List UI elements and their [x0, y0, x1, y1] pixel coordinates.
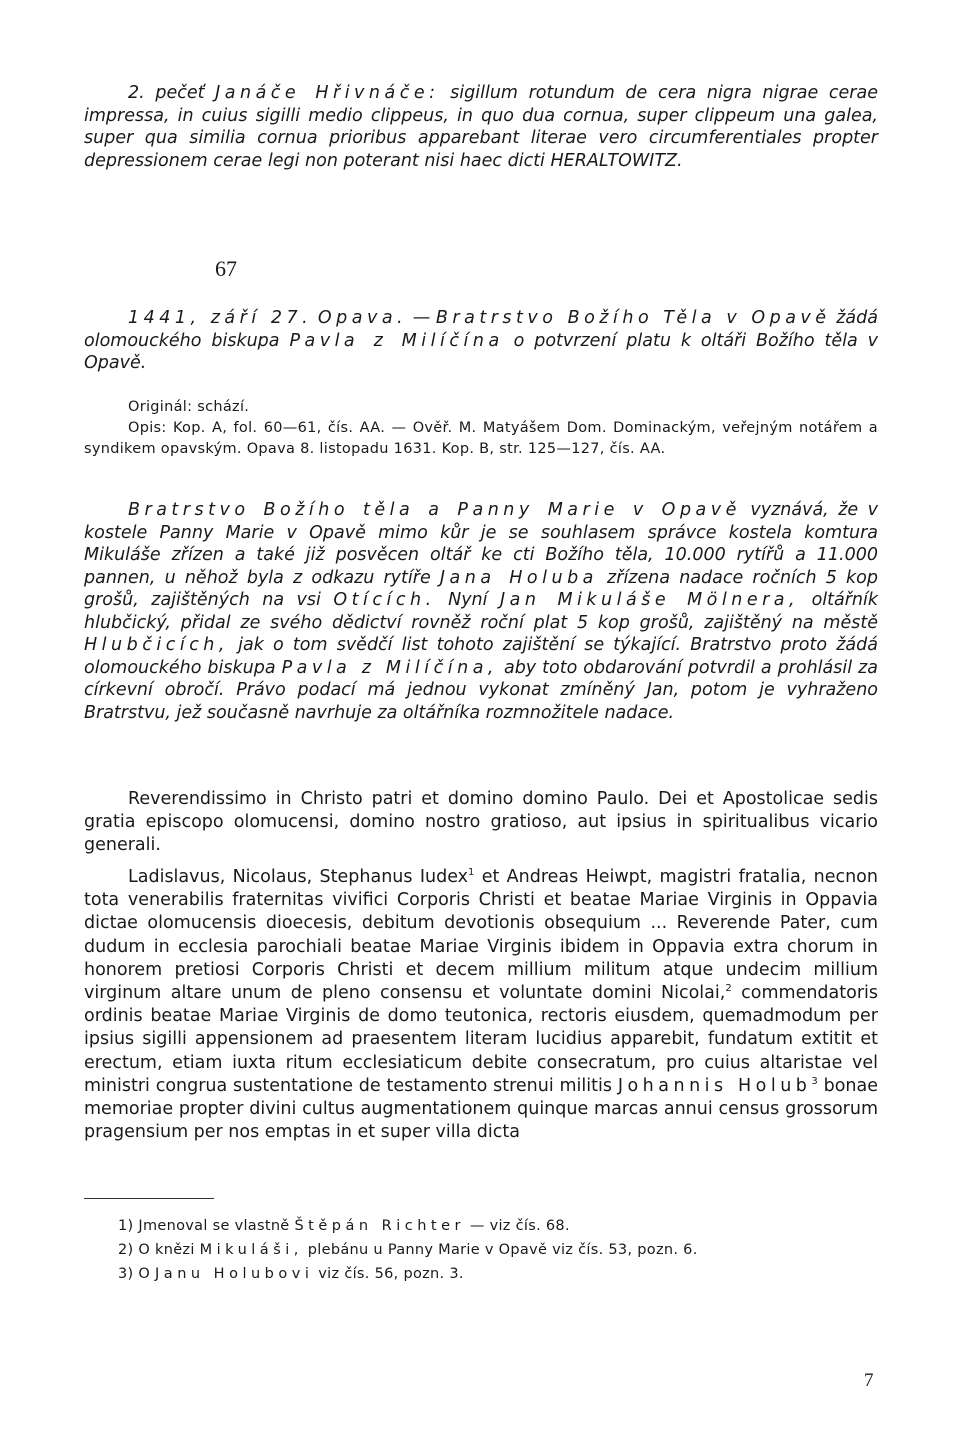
heading-dash: — — [412, 308, 431, 328]
footnote-name: Mikuláši, — [199, 1242, 303, 1258]
regest-text: oltářník hlubčický, přidal ze svého dědictví rovněž roční plat 5 kop grošů, zajištěný na městě — [84, 590, 879, 633]
regest-text: vyznává, že v kostele Panny Marie v Opavě mimo kůr je se souhlasem správce kostela komtura Mikuláše zřízen a také již posvěcen oltář ke cti Božího těla, 10.000 rytířů a 11.000 pannen, u něhož byla z odkazu rytíře — [84, 500, 878, 588]
heading-date: 1441, září 27. — [128, 308, 313, 328]
footnote-text: Jmenoval se vlastně — [138, 1218, 295, 1234]
regest-place-oticich: Otících. — [333, 590, 436, 610]
regest-name-holub: Jana Holuba — [439, 567, 598, 588]
document-number: 67 — [215, 256, 237, 281]
regest-subject: Bratrstvo Božího těla a Panny Marie v Opavě — [128, 500, 741, 520]
seal-text-2: sigillum rotundum de cera nigra nigrae cerae impressa, in cuius sigilli medio clippeus, in quo dua cornua, super clippeum una galea, super qua similia cornua prioribus apparebant literae vero circumferentiales propter depressionem cerae legi non poterant nisi haec dicti HERALTOWITZ. — [84, 83, 878, 171]
footnote-divider — [84, 1198, 214, 1199]
regest-text: aby toto obdarování potvrdil a prohlásil za církevní obročí. Právo podací má jednou vykonat zmíněný Jan, potom je vyhraženo Bratrstvu, jež současně navrhuje za oltářníka rozmnožitele nadace. — [84, 657, 878, 723]
latin-address: Reverendissimo in Christo patri et domino domino Paulo. Dei et Apostolicae sedis gratia episcopo olomucensi, domino nostro gratioso, aut ipsius in spiritualibus vicario generali. — [84, 789, 878, 856]
regest-text: jak o tom svědčí list tohoto zajištění se týkající. Bratrstvo proto žádá olomouckého biskupa — [84, 635, 878, 678]
latin-text: Ladislavus, Nicolaus, Stephanus Iudex — [128, 867, 469, 887]
regest-name-bishop: Pavla z Milíčína, — [281, 657, 498, 678]
heading-text-1: žádá olomouckého biskupa — [84, 308, 878, 351]
regest-paragraph — [84, 499, 878, 724]
page-number: 7 — [864, 1370, 874, 1391]
footnote-ref-3: 3 — [811, 1076, 818, 1087]
source-copy: Opis: Kop. A, fol. 60—61, čís. AA. — Ověř. M. Matyášem Dom. Dominackým, veřejným notářem a syndikem opavským. Opava 8. listopadu 1631. Kop. B, str. 125—127, čís. AA. — [84, 420, 878, 457]
seal-text-1: pečeť — [155, 83, 205, 103]
heading-subject: Bratrstvo Božího Těla v Opavě — [435, 308, 831, 328]
heading-text-2: o potvrzení platu k oltáři Božího těla v Opavě. — [84, 330, 878, 373]
seal-number: 2. — [128, 83, 145, 103]
regest-place-hlubcice: Hlubčicích, — [84, 635, 229, 655]
source-original: Originál: schází. — [128, 399, 250, 415]
footnote-1 — [118, 1216, 570, 1236]
footnote-text: viz čís. 56, pozn. 3. — [313, 1266, 464, 1282]
latin-text: commendatoris ordinis beatae Mariae Virginis de domo teutonica, rectoris eiusdem, quemadmodum per ipsius sigilli appensionem ad praesentem literam lucidius apparebit, fundatum extitit et erectum, etiam iuxta ritum ecclesiaticum debite consecratum, pro cuius altaristae vel ministri congrua sustentatione de testamento strenui militis — [84, 983, 879, 1096]
footnote-3 — [118, 1264, 464, 1284]
footnote-text: — viz čís. 68. — [464, 1218, 570, 1234]
footnote-text: O knězi — [138, 1242, 200, 1258]
footnote-name: Janu Holubovi — [155, 1266, 314, 1282]
regest-text: zřízena nadace ročních 5 kop grošů, zajištěných na vsi — [84, 567, 879, 610]
footnote-ref-1: 1 — [468, 867, 475, 879]
document-heading — [84, 307, 878, 375]
footnote-number: 1) — [118, 1218, 134, 1234]
regest-text: Nyní — [435, 590, 500, 610]
footnote-name: Štěpán Richter — [294, 1218, 465, 1234]
heading-bishop: Pavla z Milíčína — [289, 330, 504, 351]
latin-name-holub: Johannis Holub — [617, 1075, 812, 1096]
footnote-number: 2) — [118, 1242, 134, 1258]
footnote-text: plebánu u Panny Marie v Opavě viz čís. 53, pozn. 6. — [302, 1242, 698, 1258]
latin-text: bonae memoriae propter divini cultus augmentationem quinque marcas annui census grossorum pragensium per nos emptas in et super villa dicta — [84, 1075, 878, 1143]
seal-description — [84, 82, 878, 172]
latin-body — [84, 866, 878, 1144]
footnote-2 — [118, 1240, 698, 1260]
latin-text: et Andreas Heiwpt, magistri fratalia, necnon tota venerabilis fraternitas vivifici Corporis Christi et beatae Mariae Virginis in Oppavia dictae olomucensis dioecesis, debitum devotionis obsequium ... Reverende Pater, cum dudum in ecclesia parochiali beatae Mariae Virginis ibidem in Oppavia extra chorum in honorem pretiosi Corporis Christi et decem millium militum atque undecim millium virginum altare unum de pleno consensu et voluntate domini Nicolai, — [84, 867, 878, 1004]
regest-name-molner: Jan Mikuláše Mölnera, — [500, 590, 800, 610]
footnote-ref-2: 2 — [725, 983, 732, 995]
heading-place: Opava. — [317, 308, 408, 328]
footnote-text: O — [138, 1266, 156, 1282]
footnote-number: 3) — [118, 1266, 134, 1282]
seal-owner-name: Janáče Hřivnáče: — [215, 83, 440, 103]
